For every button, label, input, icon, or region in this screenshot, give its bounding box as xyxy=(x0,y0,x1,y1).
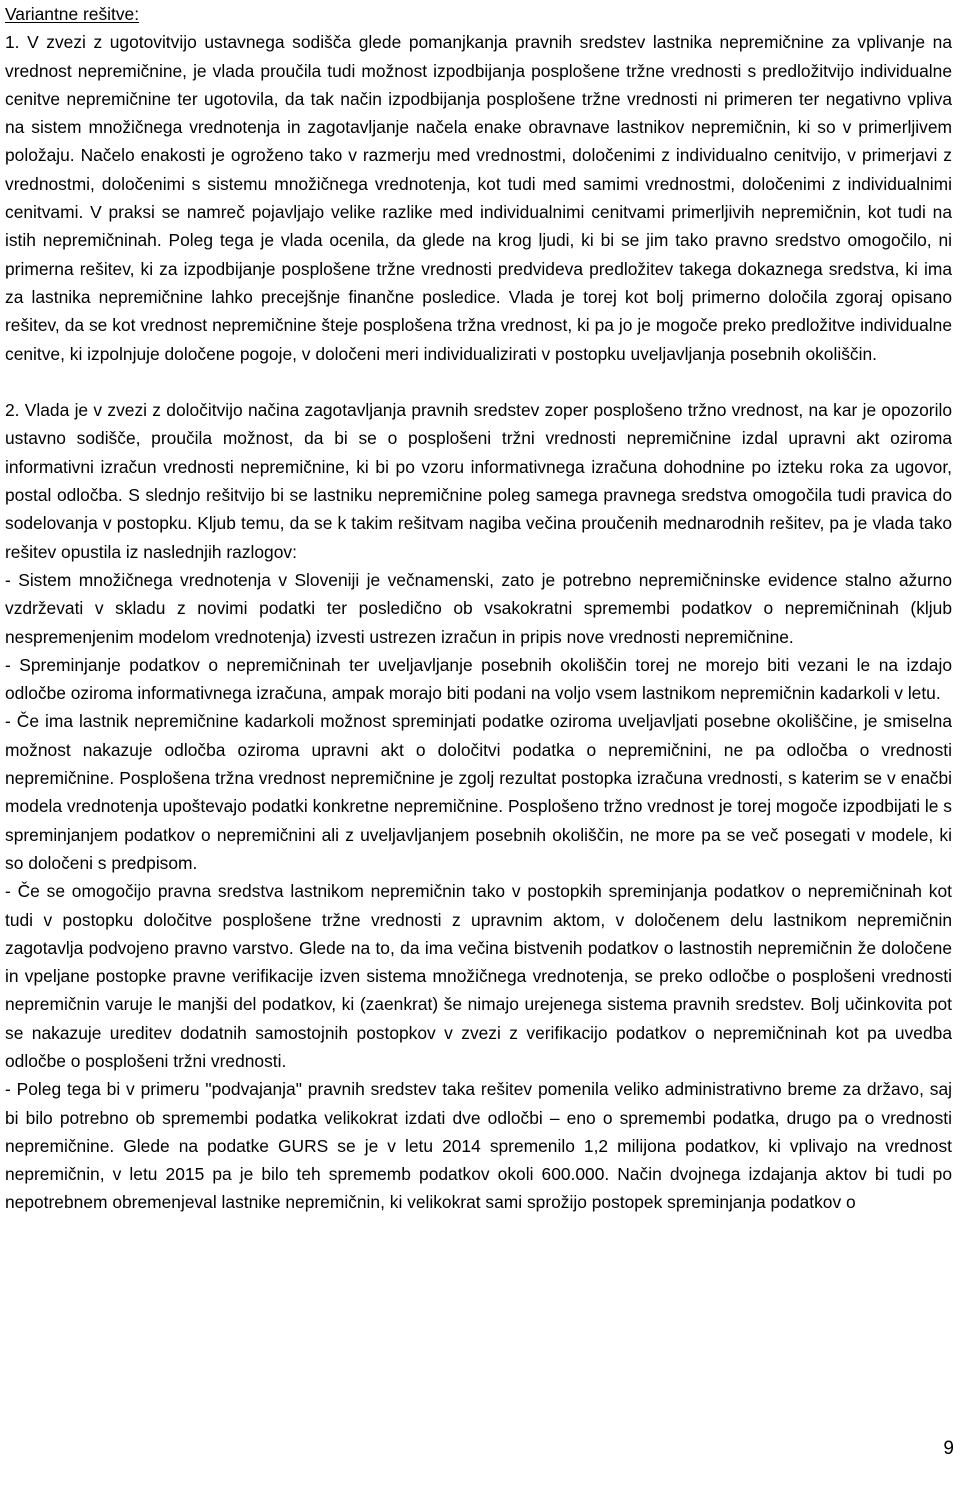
bullet-reason-4: - Če se omogočijo pravna sredstva lastnikom nepremičnin tako v postopkih spreminjanja podatkov o nepremičninah kot tudi v postopku določitve posplošene tržne vrednosti z upravnim aktom, v določenem delu lastnikom nepremičnin zagotavlja podvojeno pravno varstvo. Glede na to, da ima večina bistvenih podatkov o lastnostih nepremičnin že določene in vpeljane postopke pravne verifikacije izven sistema množičnega vrednotenja, se preko odločbe o posplošeni vrednosti nepremičnin varuje le manjši del podatkov, ki (zaenkrat) še nimajo urejenega sistema pravnih sredstev. Bolj učinkovita pot se nakazuje ureditev dodatnih samostojnih postopkov v zvezi z verifikacijo podatkov o nepremičninah kot pa uvedba odločbe o posplošeni tržni vrednosti. xyxy=(5,881,952,1071)
bullet-reason-2: - Spreminjanje podatkov o nepremičninah ter uveljavljanje posebnih okoliščin torej ne morejo biti vezani le na izdajo odločbe oziroma informativnega izračuna, ampak morajo biti podani na voljo vsem lastnikom nepremičnin kadarkoli v letu. xyxy=(5,654,952,704)
bullet-reason-3: - Če ima lastnik nepremičnine kadarkoli možnost spreminjati podatke oziroma uveljavljati posebne okoliščine, je smiselna možnost nakazuje odločba oziroma upravni akt o določitvi podatka o nepremičnini, ne pa odločba o vrednosti nepremičnine. Posplošena tržna vrednost nepremičnine je zgolj rezultat postopka izračuna vrednosti, s katerim se v enačbi modela vrednotenja upoštevajo podatki konkretne nepremičnine. Posplošeno tržno vrednost je torej mogoče izpodbijati le s spreminjanjem podatkov o nepremičnini ali z uveljavljanjem posebnih okoliščin, ne more pa se več posegati v modele, ki so določeni s predpisom. xyxy=(5,711,952,873)
bullet-reason-1: - Sistem množičnega vrednotenja v Sloveniji je večnamenski, zato je potrebno nepremičninske evidence stalno ažurno vzdrževati v skladu z novimi podatki ter posledično ob vsakokratni spremembi podatkov o nepremičninah (kljub nespremenjenim modelom vrednotenja) izvesti ustrezen izračun in pripis nove vrednosti nepremičnine. xyxy=(5,569,952,647)
section-heading: Variantne rešitve: xyxy=(5,4,140,24)
page-number: 9 xyxy=(943,1438,954,1459)
bullet-reason-5: - Poleg tega bi v primeru "podvajanja" pravnih sredstev taka rešitev pomenila veliko administrativno breme za državo, saj bi bilo potrebno ob spremembi podatka velikokrat izdati dve odločbi – eno o spremembi podatka, drugo pa o vrednosti nepremičnine. Glede na podatke GURS se je v letu 2014 spremenilo 1,2 milijona podatkov, ki vplivajo na vrednost nepremičnin, v letu 2015 pa je bilo teh sprememb podatkov okoli 600.000. Način dvojnega izdajanja aktov bi tudi po nepotrebnem obremenjeval lastnike nepremičnin, ki velikokrat sami sprožijo postopek spreminjanja podatkov o xyxy=(5,1079,952,1213)
document-page xyxy=(5,0,952,1217)
paragraph-option-2: 2. Vlada je v zvezi z določitvijo načina zagotavljanja pravnih sredstev zoper posplošeno tržno vrednost, na kar je opozorilo ustavno sodišče, proučila možnost, da bi se o posplošeni tržni vrednosti nepremičnine izdal upravni akt oziroma informativni izračun vrednosti nepremičnine, ki bi po vzoru informativnega izračuna dohodnine po izteku roka za ugovor, postal odločba. S slednjo rešitvijo bi se lastniku nepremičnine poleg samega pravnega sredstva omogočila tudi pravica do sodelovanja v postopku. Kljub temu, da se k takim rešitvam nagiba večina proučenih mednarodnih rešitev, pa je vlada tako rešitev opustila iz naslednjih razlogov: xyxy=(5,400,952,562)
paragraph-option-1: 1. V zvezi z ugotovitvijo ustavnega sodišča glede pomanjkanja pravnih sredstev lastnika nepremičnine za vplivanje na vrednost nepremičnine, je vlada proučila tudi možnost izpodbijanja posplošene tržne vrednosti s predložitvijo individualne cenitve nepremičnine ter ugotovila, da tak način izpodbijanja posplošene tržne vrednosti ni primeren ter negativno vpliva na sistem množičnega vrednotenja in zagotavljanje načela enake obravnave lastnikov nepremičnin, ki so v primerljivem položaju. Načelo enakosti je ogroženo tako v razmerju med vrednostmi, določenimi z individualno cenitvijo, v primerjavi z vrednostmi, določenimi s sistemu množičnega vrednotenja, kot tudi med samimi vrednostmi, določenimi z individualnimi cenitvami. V praksi se namreč pojavljajo velike razlike med individualnimi cenitvami primerljivih nepremičnin, kot tudi na istih nepremičninah. Poleg tega je vlada ocenila, da glede na krog ljudi, ki bi se jim tako pravno sredstvo omogočilo, ni primerna rešitev, ki za izpodbijanje posplošene tržne vrednosti predvideva predložitev takega dokaznega sredstva, ki ima za lastnika nepremičnine lahko precejšnje finančne posledice. Vlada je torej kot bolj primerno določila zgoraj opisano rešitev, da se kot vrednost nepremičnine šteje posplošena tržna vrednost, ki pa jo je mogoče preko predložitve individualne cenitve, ki izpolnjuje določene pogoje, v določeni meri individualizirati v postopku uveljavljanja posebnih okoliščin. xyxy=(5,32,952,364)
paragraph-spacer xyxy=(5,368,952,396)
